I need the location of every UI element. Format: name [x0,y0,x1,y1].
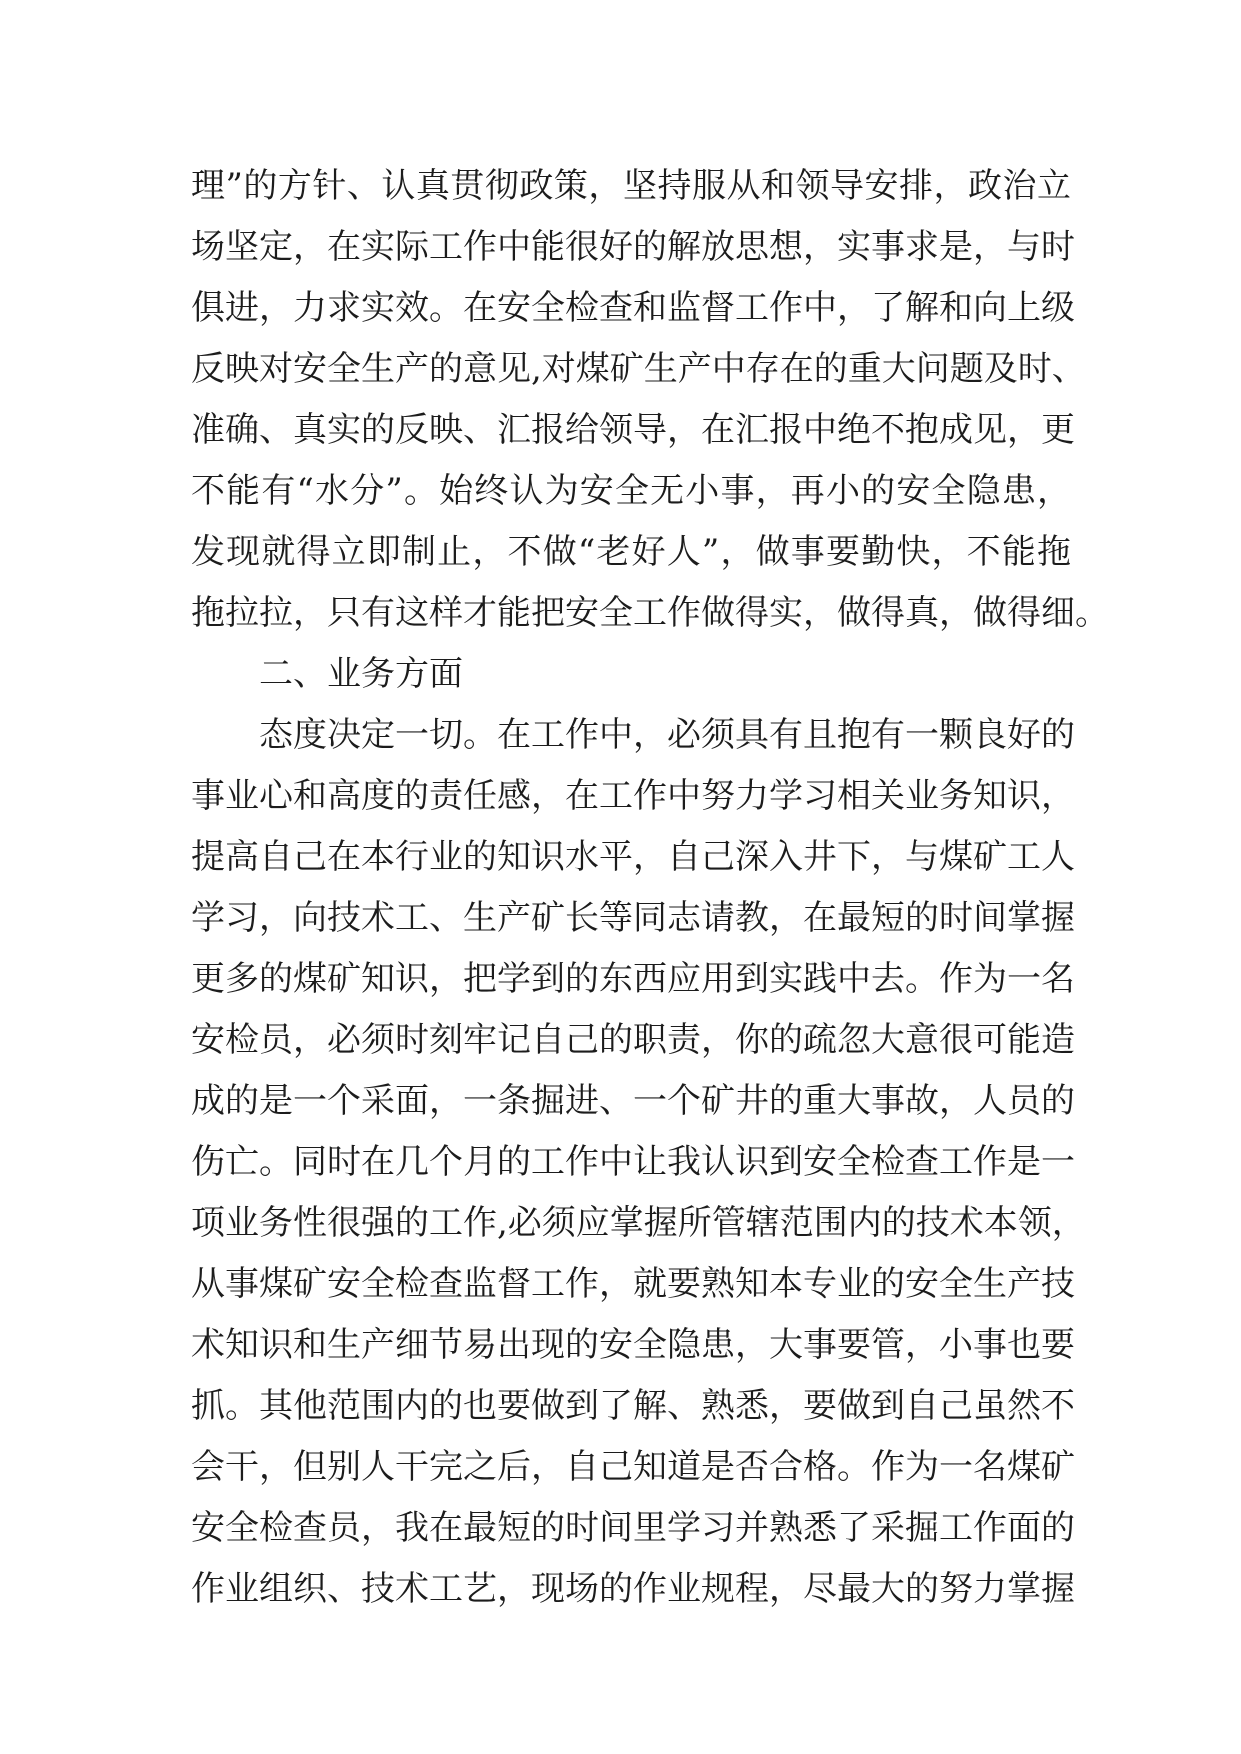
text-line: 成的是一个采面，一条掘进、一个矿井的重大事故，人员的 [191,1081,1075,1121]
text-line: 抓。其他范围内的也要做到了解、熟悉，要做到自己虽然不 [191,1386,1075,1426]
text-line: 发现就得立即制止，不做“老好人”，做事要勤快，不能拖 [191,532,1071,572]
text-line: 反映对安全生产的意见,对煤矿生产中存在的重大问题及时、 [191,349,1086,389]
text-line: 俱进，力求实效。在安全检查和监督工作中，了解和向上级 [191,288,1075,328]
text-line: 学习，向技术工、生产矿长等同志请教，在最短的时间掌握 [191,898,1075,938]
text-line: 安全检查员，我在最短的时间里学习并熟悉了采掘工作面的 [191,1508,1075,1548]
text-line: 理”的方针、认真贯彻政策，坚持服从和领导安排，政治立 [191,166,1071,206]
text-line: 术知识和生产细节易出现的安全隐患，大事要管，小事也要 [191,1325,1075,1365]
text-line: 事业心和高度的责任感，在工作中努力学习相关业务知识， [191,776,1075,816]
text-line: 会干，但别人干完之后，自己知道是否合格。作为一名煤矿 [191,1447,1075,1487]
text-line: 伤亡。同时在几个月的工作中让我认识到安全检查工作是一 [191,1142,1075,1182]
paragraph-first-line: 态度决定一切。在工作中，必须具有且抱有一颗良好的 [259,715,1075,755]
text-line: 更多的煤矿知识，把学到的东西应用到实践中去。作为一名 [191,959,1075,999]
text-line: 不能有“水分”。始终认为安全无小事，再小的安全隐患， [191,471,1071,511]
text-line: 准确、真实的反映、汇报给领导，在汇报中绝不抱成见，更 [191,410,1075,450]
text-line: 提高自己在本行业的知识水平，自己深入井下，与煤矿工人 [191,837,1075,877]
text-line: 项业务性很强的工作,必须应掌握所管辖范围内的技术本领， [191,1203,1086,1243]
text-line: 作业组织、技术工艺，现场的作业规程，尽最大的努力掌握 [191,1569,1075,1609]
document-body [191,156,1109,1620]
text-line: 从事煤矿安全检查监督工作，就要熟知本专业的安全生产技 [191,1264,1075,1304]
text-line: 场坚定，在实际工作中能很好的解放思想，实事求是，与时 [191,227,1075,267]
text-line: 拖拉拉，只有这样才能把安全工作做得实，做得真，做得细。 [191,593,1109,633]
section-heading: 二、业务方面 [259,654,463,694]
text-line: 安检员，必须时刻牢记自己的职责，你的疏忽大意很可能造 [191,1020,1075,1060]
